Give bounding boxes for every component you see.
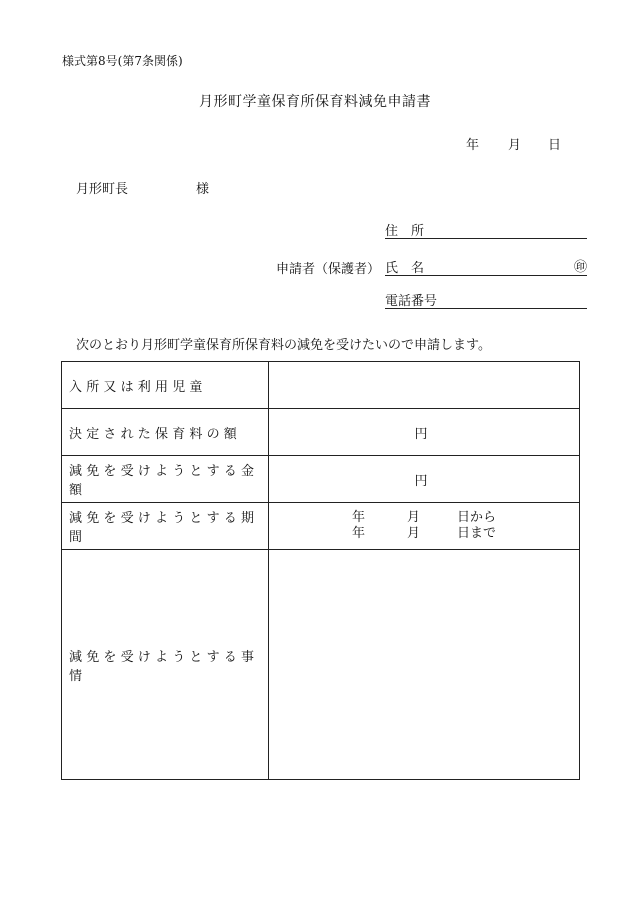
- period-to-month: 月: [406, 526, 420, 541]
- table-row-amount: [62, 456, 580, 503]
- period-from: [352, 510, 496, 526]
- child-label: 入所又は利用児童: [62, 362, 269, 409]
- date-month-label: 月: [508, 138, 522, 153]
- date-day-label: 日: [548, 138, 562, 153]
- period-to-year: 年: [351, 526, 365, 541]
- page-title: 月形町学童保育所保育料減免申請書: [199, 94, 431, 110]
- fee-unit: 円: [414, 426, 428, 442]
- period-from-day: 日から: [456, 510, 496, 525]
- amount-unit: 円: [414, 473, 428, 489]
- amount-label: 減免を受けようとする金額: [62, 456, 269, 503]
- applicant-label: 申請者（保護者）: [276, 262, 381, 277]
- address-field[interactable]: [385, 219, 587, 239]
- name-label: 氏 名: [385, 261, 425, 276]
- addressee-honorific: 様: [196, 182, 210, 197]
- application-table: [61, 361, 580, 780]
- date-year-label: 年: [466, 138, 480, 153]
- period-block: [352, 510, 496, 542]
- addressee-name: 月形町長: [76, 182, 129, 197]
- child-input[interactable]: [269, 362, 580, 409]
- intro-text: 次のとおり月形町学童保育所保育料の減免を受けたいので申請します。: [76, 338, 491, 353]
- reason-label: 減免を受けようとする事情: [62, 550, 269, 780]
- form-number: 様式第8号(第7条関係): [62, 54, 183, 68]
- period-to: [352, 526, 496, 542]
- phone-label: 電話番号: [385, 294, 438, 309]
- period-label: 減免を受けようとする期間: [62, 503, 269, 550]
- table-row-period: [62, 503, 580, 550]
- table-row-child: [62, 362, 580, 409]
- amount-input[interactable]: [269, 456, 580, 503]
- reason-input[interactable]: [269, 550, 580, 780]
- seal-icon: ㊞: [573, 260, 587, 275]
- period-from-year: 年: [351, 510, 365, 525]
- table-row-fee: [62, 409, 580, 456]
- fee-input[interactable]: [269, 409, 580, 456]
- period-input[interactable]: [269, 503, 580, 550]
- table-row-reason: [62, 550, 580, 780]
- period-from-month: 月: [406, 510, 420, 525]
- period-to-day: 日まで: [456, 526, 496, 541]
- phone-field[interactable]: [385, 289, 587, 309]
- address-label: 住 所: [385, 224, 425, 239]
- fee-label: 決定された保育料の額: [62, 409, 269, 456]
- name-field[interactable]: [385, 256, 587, 276]
